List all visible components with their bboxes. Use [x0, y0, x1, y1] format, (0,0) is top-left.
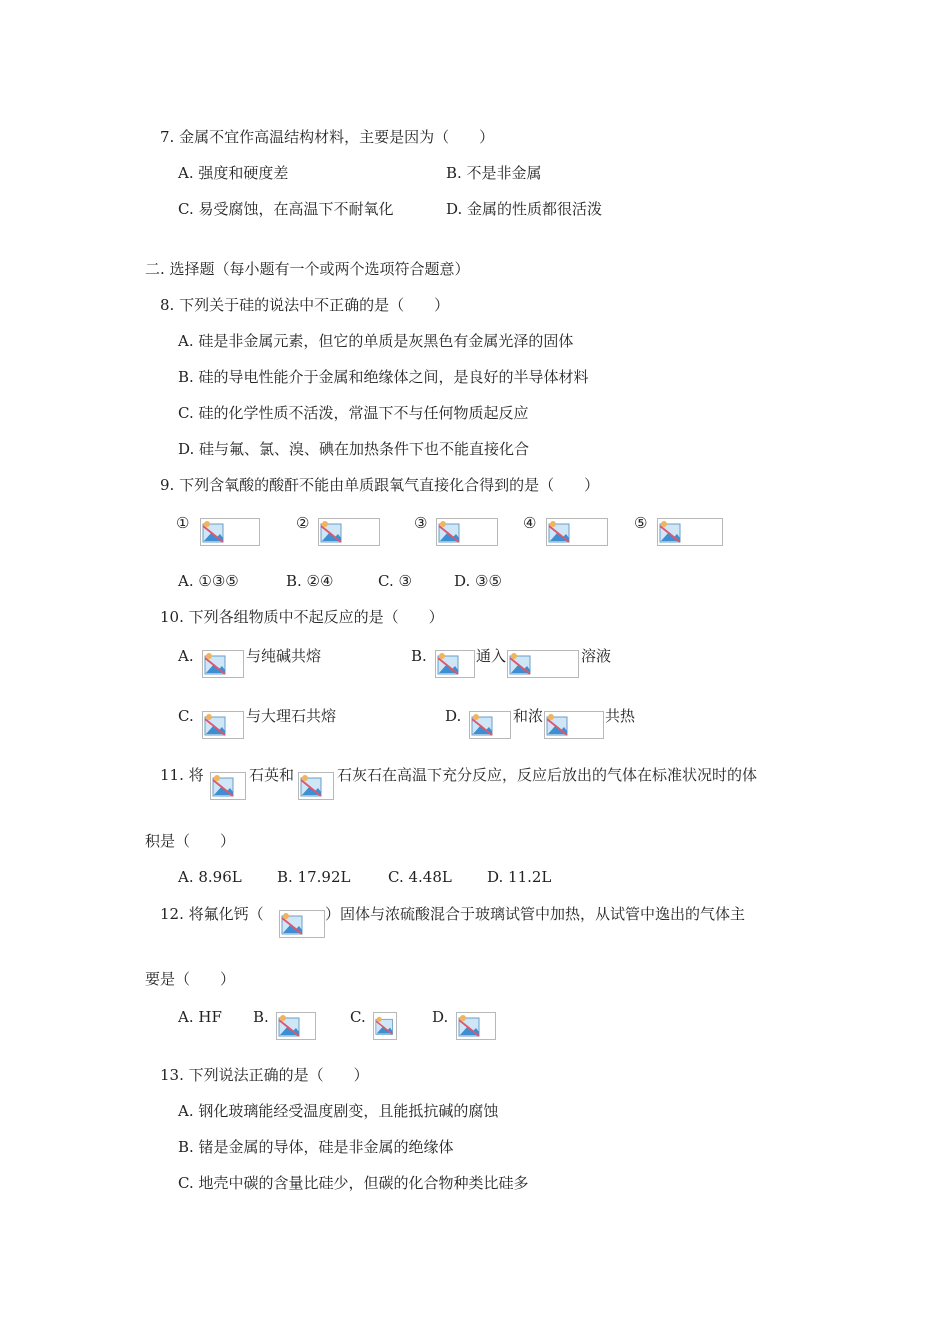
- q9-mark-4: ④: [523, 514, 537, 532]
- q9-mark-2: ②: [296, 514, 310, 532]
- formula-image-icon: [544, 711, 604, 739]
- q7-stem: 7. 金属不宜作高温结构材料，主要是因为（ ）: [160, 128, 495, 146]
- formula-image-icon: [279, 910, 325, 938]
- q9-mark-5: ⑤: [634, 514, 648, 532]
- formula-image-icon: [435, 650, 475, 678]
- q10-option-d-text2: 共热: [605, 707, 636, 725]
- q13-option-a: A. 钢化玻璃能经受温度剧变，且能抵抗碱的腐蚀: [178, 1102, 499, 1120]
- q8-option-b: B. 硅的导电性能介于金属和绝缘体之间，是良好的半导体材料: [178, 368, 589, 386]
- q11-option-a: A. 8.96L: [178, 868, 242, 886]
- formula-image-icon: [456, 1012, 496, 1040]
- q13-option-c: C. 地壳中碳的含量比硅少，但碳的化合物种类比硅多: [178, 1174, 529, 1192]
- q10-option-b-label: B.: [411, 647, 427, 665]
- q9-option-a: A. ①③⑤: [178, 572, 239, 590]
- q10-option-b-text1: 通入: [476, 647, 507, 665]
- q11-option-d: D. 11.2L: [487, 868, 552, 886]
- q8-option-d: D. 硅与氟、氯、溴、碘在加热条件下也不能直接化合: [178, 440, 530, 458]
- formula-image-icon: [200, 518, 260, 546]
- section-title: 二. 选择题（每小题有一个或两个选项符合题意）: [145, 260, 470, 278]
- formula-image-icon: [469, 711, 511, 739]
- formula-image-icon: [318, 518, 380, 546]
- q8-stem: 8. 下列关于硅的说法中不正确的是（ ）: [160, 296, 450, 314]
- q8-option-a: A. 硅是非金属元素，但它的单质是灰黑色有金属光泽的固体: [178, 332, 574, 350]
- q12-option-d-label: D.: [432, 1008, 449, 1026]
- q9-option-b: B. ②④: [286, 572, 334, 590]
- formula-image-icon: [546, 518, 608, 546]
- q10-option-c-label: C.: [178, 707, 194, 725]
- formula-image-icon: [202, 711, 244, 739]
- formula-image-icon: [210, 772, 246, 800]
- q10-option-c-text: 与大理石共熔: [246, 707, 337, 725]
- q9-mark-3: ③: [414, 514, 428, 532]
- q7-option-d: D. 金属的性质都很活泼: [446, 200, 603, 218]
- q10-option-a-label: A.: [178, 647, 194, 665]
- formula-image-icon: [276, 1012, 316, 1040]
- q12-stem-pre: 12. 将氟化钙（: [160, 905, 264, 923]
- formula-image-icon: [436, 518, 498, 546]
- q13-stem: 13. 下列说法正确的是（ ）: [160, 1066, 369, 1084]
- q11-stem-post: 石灰石在高温下充分反应，反应后放出的气体在标准状况时的体: [337, 766, 758, 784]
- q11-stem-pre: 11. 将: [160, 766, 204, 784]
- q10-option-d-label: D.: [445, 707, 462, 725]
- q9-option-d: D. ③⑤: [454, 572, 502, 590]
- q12-option-c-label: C.: [350, 1008, 366, 1026]
- q10-stem: 10. 下列各组物质中不起反应的是（ ）: [160, 608, 444, 626]
- q7-option-a: A. 强度和硬度差: [178, 164, 289, 182]
- q13-option-b: B. 锗是金属的导体，硅是非金属的绝缘体: [178, 1138, 454, 1156]
- q11-stem-cont: 积是（ ）: [145, 832, 236, 850]
- q9-mark-1: ①: [176, 514, 190, 532]
- q10-option-a-text: 与纯碱共熔: [246, 647, 322, 665]
- q12-stem-cont: 要是（ ）: [145, 970, 236, 988]
- q12-stem-post: ）固体与浓硫酸混合于玻璃试管中加热，从试管中逸出的气体主: [325, 905, 746, 923]
- q11-option-b: B. 17.92L: [277, 868, 351, 886]
- formula-image-icon: [202, 650, 244, 678]
- q8-option-c: C. 硅的化学性质不活泼，常温下不与任何物质起反应: [178, 404, 529, 422]
- formula-image-icon: [657, 518, 723, 546]
- q11-stem-mid: 石英和: [249, 766, 295, 784]
- q12-option-b-label: B.: [253, 1008, 269, 1026]
- q11-option-c: C. 4.48L: [388, 868, 452, 886]
- q10-option-d-text1: 和浓: [513, 707, 544, 725]
- q7-option-b: B. 不是非金属: [446, 164, 542, 182]
- q9-stem: 9. 下列含氧酸的酸酐不能由单质跟氧气直接化合得到的是（ ）: [160, 476, 600, 494]
- q9-option-c: C. ③: [378, 572, 412, 590]
- formula-image-icon: [373, 1012, 397, 1040]
- q12-option-a: A. HF: [178, 1008, 222, 1026]
- formula-image-icon: [298, 772, 334, 800]
- formula-image-icon: [507, 650, 579, 678]
- q7-option-c: C. 易受腐蚀，在高温下不耐氧化: [178, 200, 394, 218]
- q10-option-b-text2: 溶液: [581, 647, 612, 665]
